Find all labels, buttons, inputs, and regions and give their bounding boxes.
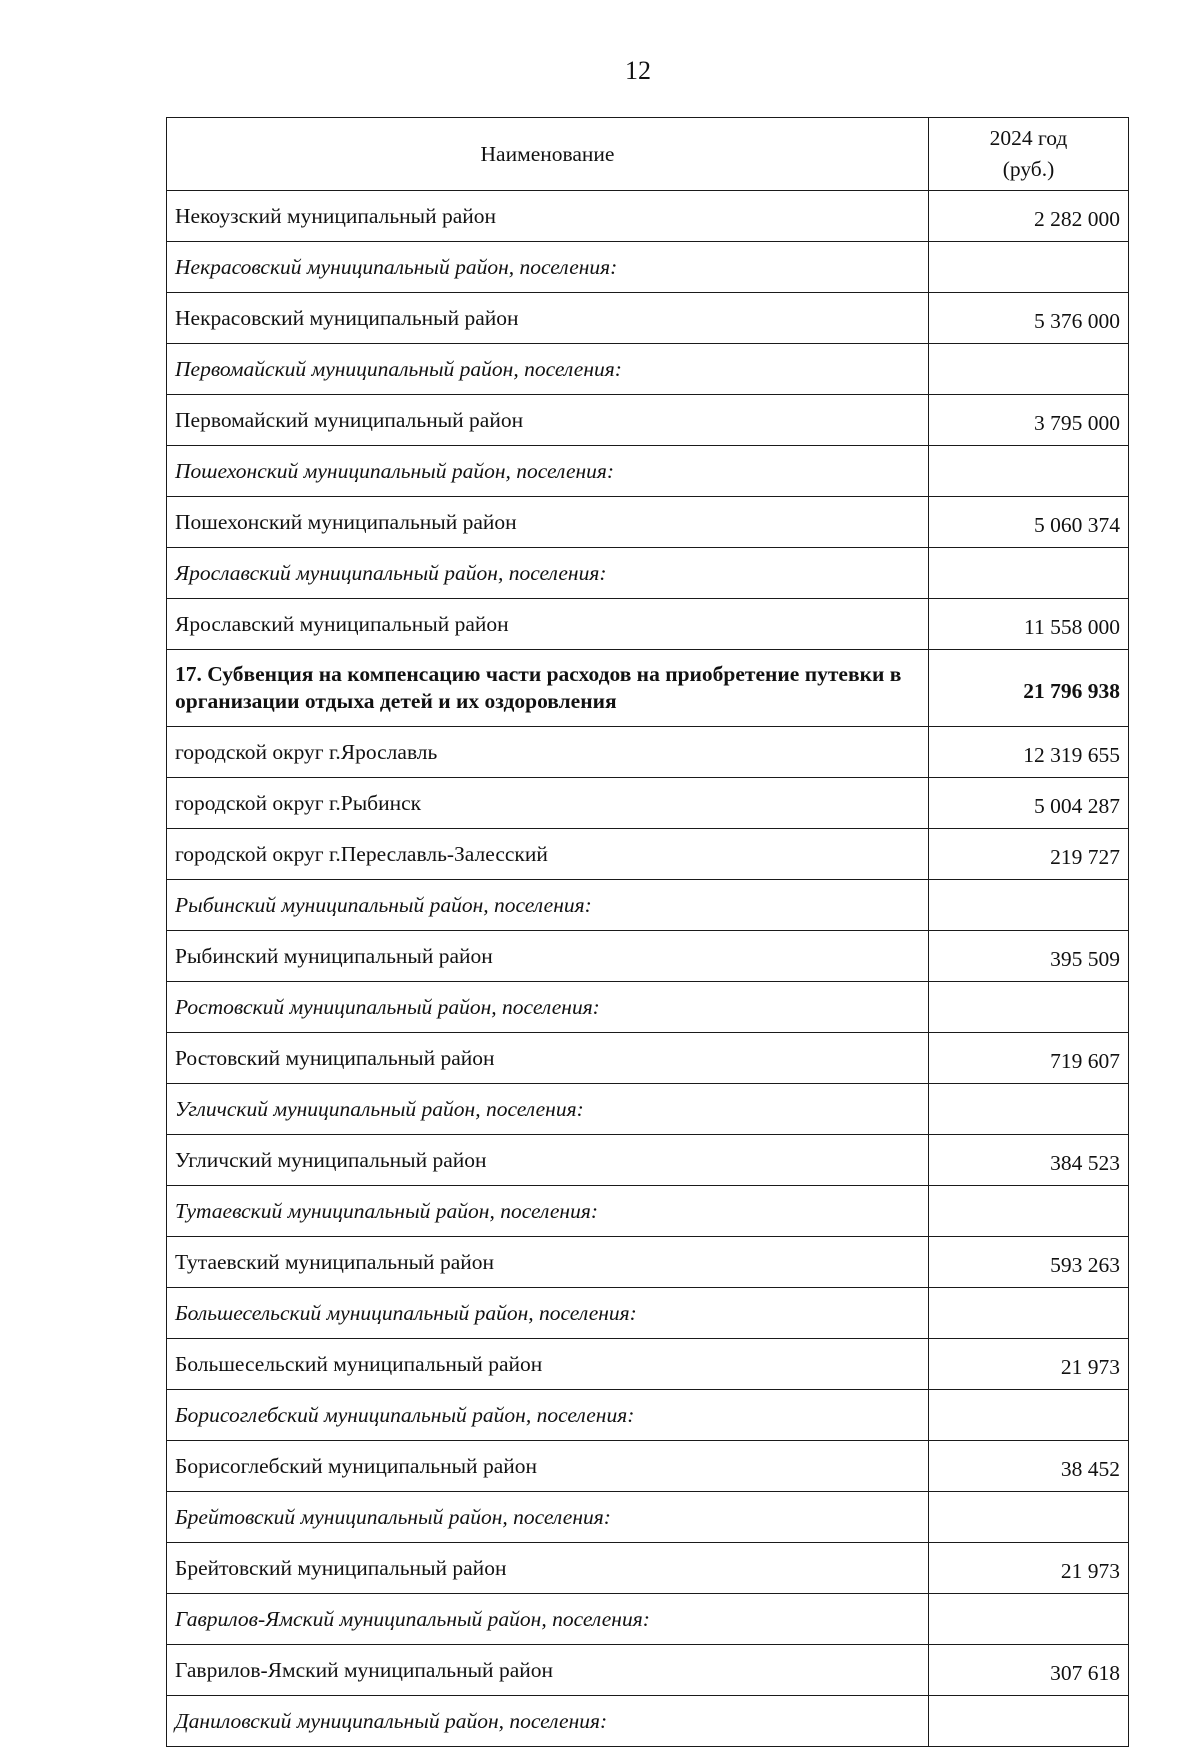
row-value: 38 452 (929, 1441, 1129, 1492)
row-value: 21 973 (929, 1339, 1129, 1390)
row-value: 307 618 (929, 1645, 1129, 1696)
table-row (167, 1492, 1129, 1543)
table-row (167, 395, 1129, 446)
row-value: 395 509 (929, 931, 1129, 982)
table-row (167, 191, 1129, 242)
row-name: Брейтовский муниципальный район (167, 1543, 929, 1594)
table-row (167, 1594, 1129, 1645)
row-value: 593 263 (929, 1237, 1129, 1288)
row-value: 11 558 000 (929, 599, 1129, 650)
row-value (929, 1288, 1129, 1339)
row-name: Борисоглебский муниципальный район (167, 1441, 929, 1492)
table-row (167, 599, 1129, 650)
row-value (929, 1594, 1129, 1645)
row-value: 21 796 938 (929, 650, 1129, 727)
row-value: 21 973 (929, 1543, 1129, 1594)
row-name: Пошехонский муниципальный район (167, 497, 929, 548)
table-body (167, 191, 1129, 1747)
row-name: Угличский муниципальный район (167, 1135, 929, 1186)
table-row (167, 446, 1129, 497)
row-value: 5 004 287 (929, 778, 1129, 829)
row-name: Некрасовский муниципальный район, поселения: (167, 242, 929, 293)
row-name: Первомайский муниципальный район (167, 395, 929, 446)
row-value (929, 446, 1129, 497)
row-name: Некоузский муниципальный район (167, 191, 929, 242)
row-value: 2 282 000 (929, 191, 1129, 242)
row-name: Тутаевский муниципальный район (167, 1237, 929, 1288)
row-value (929, 1390, 1129, 1441)
row-name: Большесельский муниципальный район, поселения: (167, 1288, 929, 1339)
row-value (929, 344, 1129, 395)
row-name: Большесельский муниципальный район (167, 1339, 929, 1390)
row-name: 17. Субвенция на компенсацию части расходов на приобретение путевки в организации отдыха детей и их оздоровления (167, 650, 929, 727)
row-value (929, 1492, 1129, 1543)
row-name: городской округ г.Рыбинск (167, 778, 929, 829)
row-name: Даниловский муниципальный район, поселения: (167, 1696, 929, 1747)
table-row (167, 1186, 1129, 1237)
header-name: Наименование (167, 118, 929, 191)
budget-table (166, 117, 1129, 1747)
row-value: 5 060 374 (929, 497, 1129, 548)
row-value (929, 1696, 1129, 1747)
table-row (167, 1135, 1129, 1186)
header-value-unit: (руб.) (1002, 157, 1055, 181)
table-row (167, 1339, 1129, 1390)
row-value (929, 1186, 1129, 1237)
row-value: 5 376 000 (929, 293, 1129, 344)
table-row (167, 1288, 1129, 1339)
row-value (929, 242, 1129, 293)
row-name: Гаврилов-Ямский муниципальный район (167, 1645, 929, 1696)
row-name: Первомайский муниципальный район, поселения: (167, 344, 929, 395)
header-value (929, 118, 1129, 191)
row-name: Ростовский муниципальный район (167, 1033, 929, 1084)
row-name: Ярославский муниципальный район, поселения: (167, 548, 929, 599)
header-row (167, 118, 1129, 191)
row-value: 384 523 (929, 1135, 1129, 1186)
table-row (167, 1084, 1129, 1135)
row-name: Некрасовский муниципальный район (167, 293, 929, 344)
table-row (167, 727, 1129, 778)
table-row (167, 1696, 1129, 1747)
table-row (167, 1033, 1129, 1084)
row-name: Борисоглебский муниципальный район, поселения: (167, 1390, 929, 1441)
table-row (167, 242, 1129, 293)
table-row (167, 880, 1129, 931)
table-row (167, 931, 1129, 982)
table-row (167, 1645, 1129, 1696)
table-row (167, 1441, 1129, 1492)
table-row (167, 982, 1129, 1033)
table-row (167, 497, 1129, 548)
row-name: Пошехонский муниципальный район, поселения: (167, 446, 929, 497)
row-name: Ростовский муниципальный район, поселения: (167, 982, 929, 1033)
table-row (167, 1237, 1129, 1288)
row-name: Угличский муниципальный район, поселения: (167, 1084, 929, 1135)
table-row (167, 650, 1129, 727)
row-name: Гаврилов-Ямский муниципальный район, поселения: (167, 1594, 929, 1645)
row-name: Рыбинский муниципальный район, поселения: (167, 880, 929, 931)
table-row (167, 778, 1129, 829)
table-row (167, 548, 1129, 599)
row-value (929, 1084, 1129, 1135)
row-name: Тутаевский муниципальный район, поселения: (167, 1186, 929, 1237)
table-row (167, 829, 1129, 880)
row-name: городской округ г.Ярославль (167, 727, 929, 778)
row-name: Брейтовский муниципальный район, поселения: (167, 1492, 929, 1543)
page-number: 12 (625, 56, 651, 85)
table-row (167, 1543, 1129, 1594)
row-name: городской округ г.Переславль-Залесский (167, 829, 929, 880)
row-name: Ярославский муниципальный район (167, 599, 929, 650)
row-value: 12 319 655 (929, 727, 1129, 778)
table-header (167, 118, 1129, 191)
row-value (929, 880, 1129, 931)
table-row (167, 344, 1129, 395)
row-value: 219 727 (929, 829, 1129, 880)
row-value: 3 795 000 (929, 395, 1129, 446)
header-value-year: 2024 год (989, 126, 1068, 150)
row-value (929, 982, 1129, 1033)
table-row (167, 293, 1129, 344)
row-value: 719 607 (929, 1033, 1129, 1084)
row-value (929, 548, 1129, 599)
table-row (167, 1390, 1129, 1441)
row-name: Рыбинский муниципальный район (167, 931, 929, 982)
